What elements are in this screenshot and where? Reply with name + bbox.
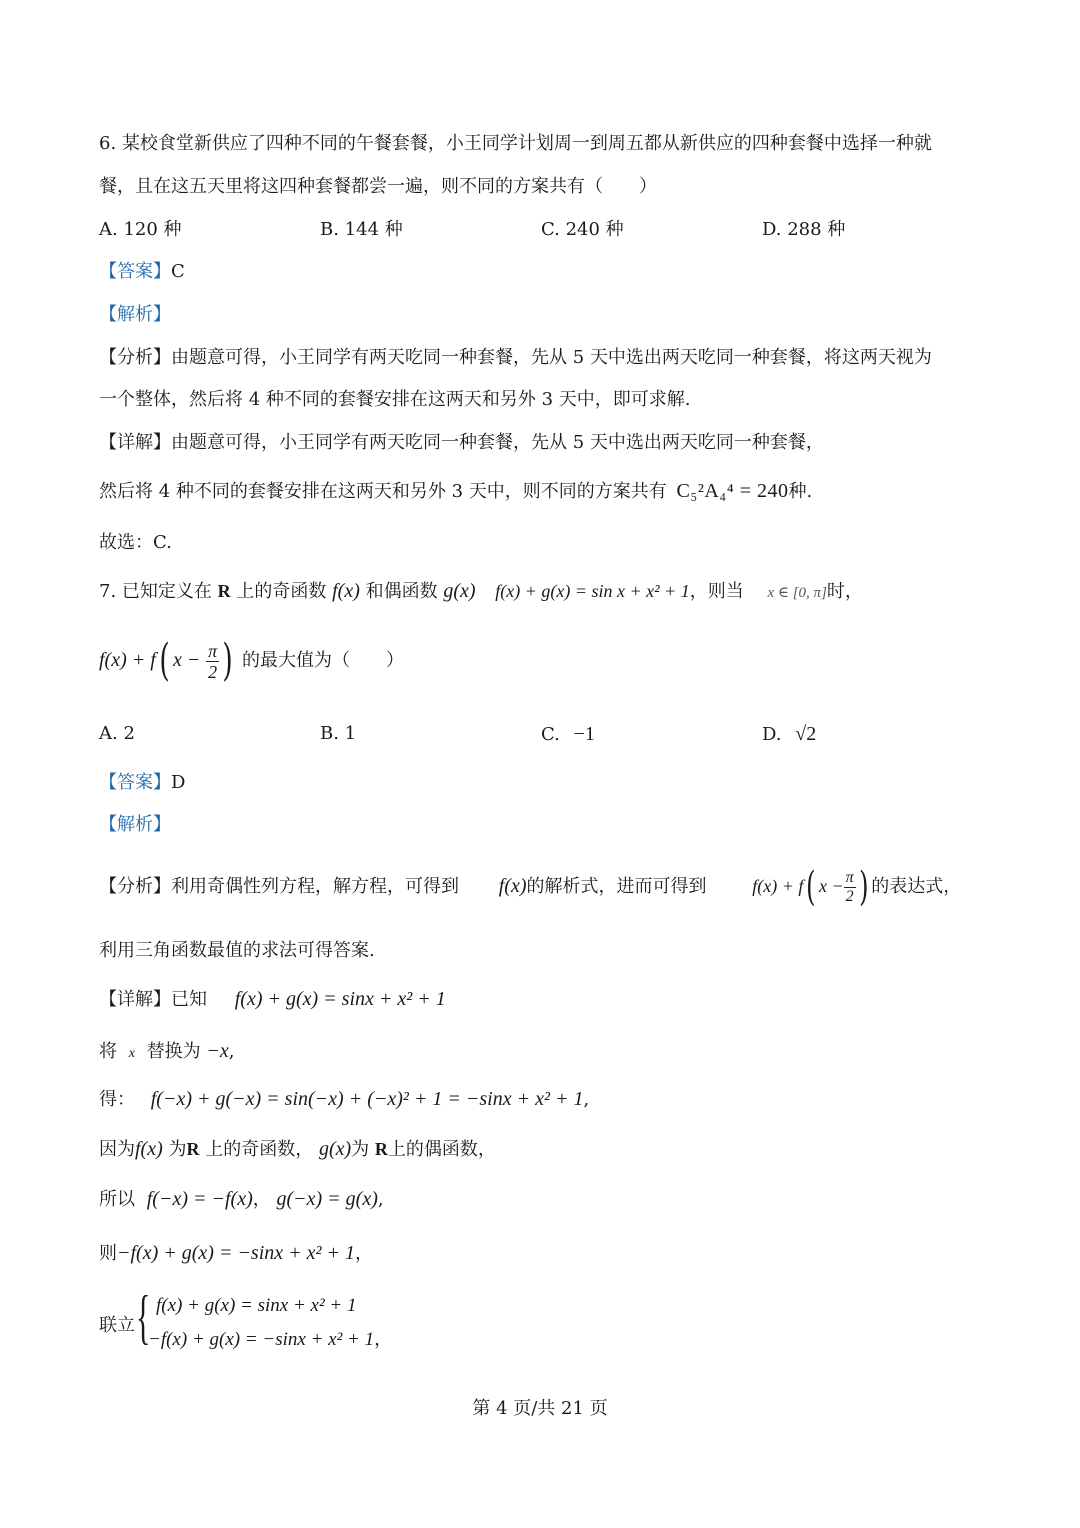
f-of-x: f(x) (332, 580, 360, 602)
left-brace-icon: { (136, 1284, 151, 1350)
q7-text: 上的奇函数 (236, 581, 327, 602)
q7-parity-line (99, 1136, 496, 1163)
option-d-label: D. (762, 724, 782, 745)
expression-x-minus: x − (172, 649, 201, 671)
fenxi-text: 利用奇偶性列方程，解方程，可得到 (171, 876, 459, 897)
q6-option-c: C. 240 种 (541, 219, 624, 240)
fenxi-text: 由题意可得，小王同学有两天吃同一种套餐，先从 5 天中选出两天吃同一种套餐，将这两天视为 (171, 347, 932, 368)
interval: x ∈ [0, π] (767, 585, 827, 601)
q7-text: ，则当 (689, 581, 744, 602)
var-neg-x: −x (206, 1040, 229, 1062)
equation-step2: f(−x) + g(−x) = sin(−x) + (−x)² + 1 = −sinx + x² + 1 (150, 1088, 584, 1110)
equation-step4: −f(x) + g(x) = −sinx + x² + 1 (117, 1242, 356, 1264)
q7-stem-line1 (99, 578, 863, 606)
q6-xiangjie-line2 (99, 478, 812, 505)
answer-value: C (171, 261, 185, 282)
xiangjie-text: 为 (168, 1139, 187, 1160)
left-paren: ( (159, 635, 170, 686)
q7-system-eq2: −f(x) + g(x) = −sinx + x² + 1， (148, 1329, 393, 1350)
xiangjie-text: 已知 (171, 989, 207, 1010)
answer-label: 【答案】 (99, 772, 171, 793)
fenxi-text: 的表达式， (871, 876, 962, 897)
q7-option-b: B. 1 (320, 723, 357, 744)
q6-stem-line1: 6. 某校食堂新供应了四种不同的午餐套餐，小王同学计划周一到周五都从新供应的四种套餐中选择一种就 (99, 133, 932, 154)
option-c-value: −1 (573, 723, 595, 745)
left-paren: ( (806, 864, 816, 910)
expression-f-sum-small: f(x) + f (752, 876, 804, 896)
real-set-symbol: R (186, 1139, 200, 1159)
fenxi-label: 【分析】 (99, 347, 171, 368)
q7-text: 和偶函数 (365, 581, 438, 602)
q6-option-a: A. 120 种 (99, 219, 182, 240)
q7-text: 7. 已知定义在 (99, 581, 212, 602)
g-of-x: g(x) (443, 580, 476, 602)
q6-analysis-label: 【解析】 (99, 304, 171, 325)
q7-system-eq1 (156, 1293, 356, 1319)
q7-replace-line: 将 x 替换为 −x, (99, 1040, 235, 1062)
q7-text: 的最大值为（ ） (242, 650, 405, 671)
q7-then-line: 则−f(x) + g(x) = −sinx + x² + 1， (99, 1242, 374, 1264)
q7-option-c (541, 721, 595, 748)
answer-value: D (171, 772, 186, 793)
real-set-symbol: R (374, 1139, 388, 1159)
xiangjie-text-end: 种. (788, 481, 813, 502)
xiangjie-text: 得： (99, 1089, 135, 1110)
system-equation-2: −f(x) + g(x) = −sinx + x² + 1 (148, 1329, 375, 1350)
xiangjie-text: 为 (351, 1139, 370, 1160)
xiangjie-text: 然后将 4 种不同的套餐安排在这两天和另外 3 天中，则不同的方案共有 (99, 481, 667, 502)
pi-over-2: $\frac{\pi}{2}$ (208, 640, 218, 682)
q6-fenxi-line2: 一个整体，然后将 4 种不同的套餐安排在这两天和另外 3 天中，即可求解. (99, 389, 691, 410)
x-minus: x − (818, 876, 844, 896)
equation-even: g(−x) = g(x) (276, 1188, 378, 1210)
q7-substitute-line: 得： f(−x) + g(−x) = sin(−x) + (−x)² + 1 = −sinx + x² + 1, (99, 1088, 590, 1110)
xiangjie-text: 将 (99, 1041, 117, 1062)
fenxi-text: 的解析式，进而可得到 (526, 876, 707, 897)
pi-over-2-small: $\frac{\pi}{2}$ (845, 868, 854, 905)
expression-f-sum: f(x) + f (99, 649, 156, 671)
q7-fenxi-line2: 利用三角函数最值的求法可得答案. (99, 940, 375, 961)
q7-answer (99, 770, 185, 796)
q7-system-label: 联立 (99, 1315, 135, 1336)
q6-answer (99, 259, 185, 285)
q7-option-d (762, 721, 816, 748)
xiangjie-label: 【详解】 (99, 432, 171, 453)
xiangjie-label: 【详解】 (99, 989, 171, 1010)
g-of-x: g(x) (318, 1138, 352, 1160)
q7-fenxi-line1 (99, 862, 961, 911)
xiangjie-text: 由题意可得，小王同学有两天吃同一种套餐，先从 5 天中选出两天吃同一种套餐， (171, 432, 824, 453)
equation-step1: f(x) + g(x) = sinx + x² + 1 (234, 988, 446, 1010)
q7-stem-line2 (99, 635, 405, 686)
xiangjie-text: 上的奇函数， (205, 1139, 314, 1160)
page-footer: 第 4 页/共 21 页 (472, 1398, 608, 1419)
q6-guxuan: 故选：C. (99, 532, 172, 553)
xiangjie-text: 则 (99, 1243, 117, 1264)
q6-fenxi-line1 (99, 345, 932, 371)
xiangjie-text: 因为 (99, 1139, 135, 1160)
xiangjie-text: 替换为 (146, 1041, 201, 1062)
q7-xiangjie-line1 (99, 986, 446, 1013)
q7-option-a: A. 2 (99, 723, 135, 744)
var-x: x (128, 1046, 135, 1061)
q6-xiangjie-line1 (99, 430, 824, 456)
q7-so-line: 所以 f(−x) = −f(x)， g(−x) = g(x), (99, 1188, 384, 1210)
q7-text: 时， (826, 581, 863, 602)
answer-label: 【答案】 (99, 261, 171, 282)
q6-stem-line2: 餐，且在这五天里将这四种套餐都尝一遍，则不同的方案共有（ ） (99, 176, 657, 197)
fenxi-label: 【分析】 (99, 876, 171, 897)
equation-odd: f(−x) = −f(x) (146, 1188, 253, 1210)
f-of-x-small: f(x) (498, 875, 527, 897)
q6-option-d: D. 288 种 (762, 219, 846, 240)
real-set-symbol: R (217, 581, 231, 601)
combination-formula: C₅²A₄⁴ = 240 (676, 480, 789, 502)
xiangjie-text: 所以 (99, 1189, 135, 1210)
right-paren: ) (222, 635, 233, 686)
q6-option-b: B. 144 种 (320, 219, 403, 240)
system-equation-1: f(x) + g(x) = sinx + x² + 1 (156, 1295, 357, 1316)
xiangjie-text: 上的偶函数， (387, 1139, 496, 1160)
option-d-value: √2 (795, 723, 817, 745)
q7-analysis-label: 【解析】 (99, 814, 171, 835)
q7-equation: f(x) + g(x) = sin x + x² + 1 (495, 581, 690, 601)
option-c-label: C. (541, 724, 560, 745)
right-paren: ) (858, 864, 869, 910)
f-of-x: f(x) (135, 1138, 163, 1160)
